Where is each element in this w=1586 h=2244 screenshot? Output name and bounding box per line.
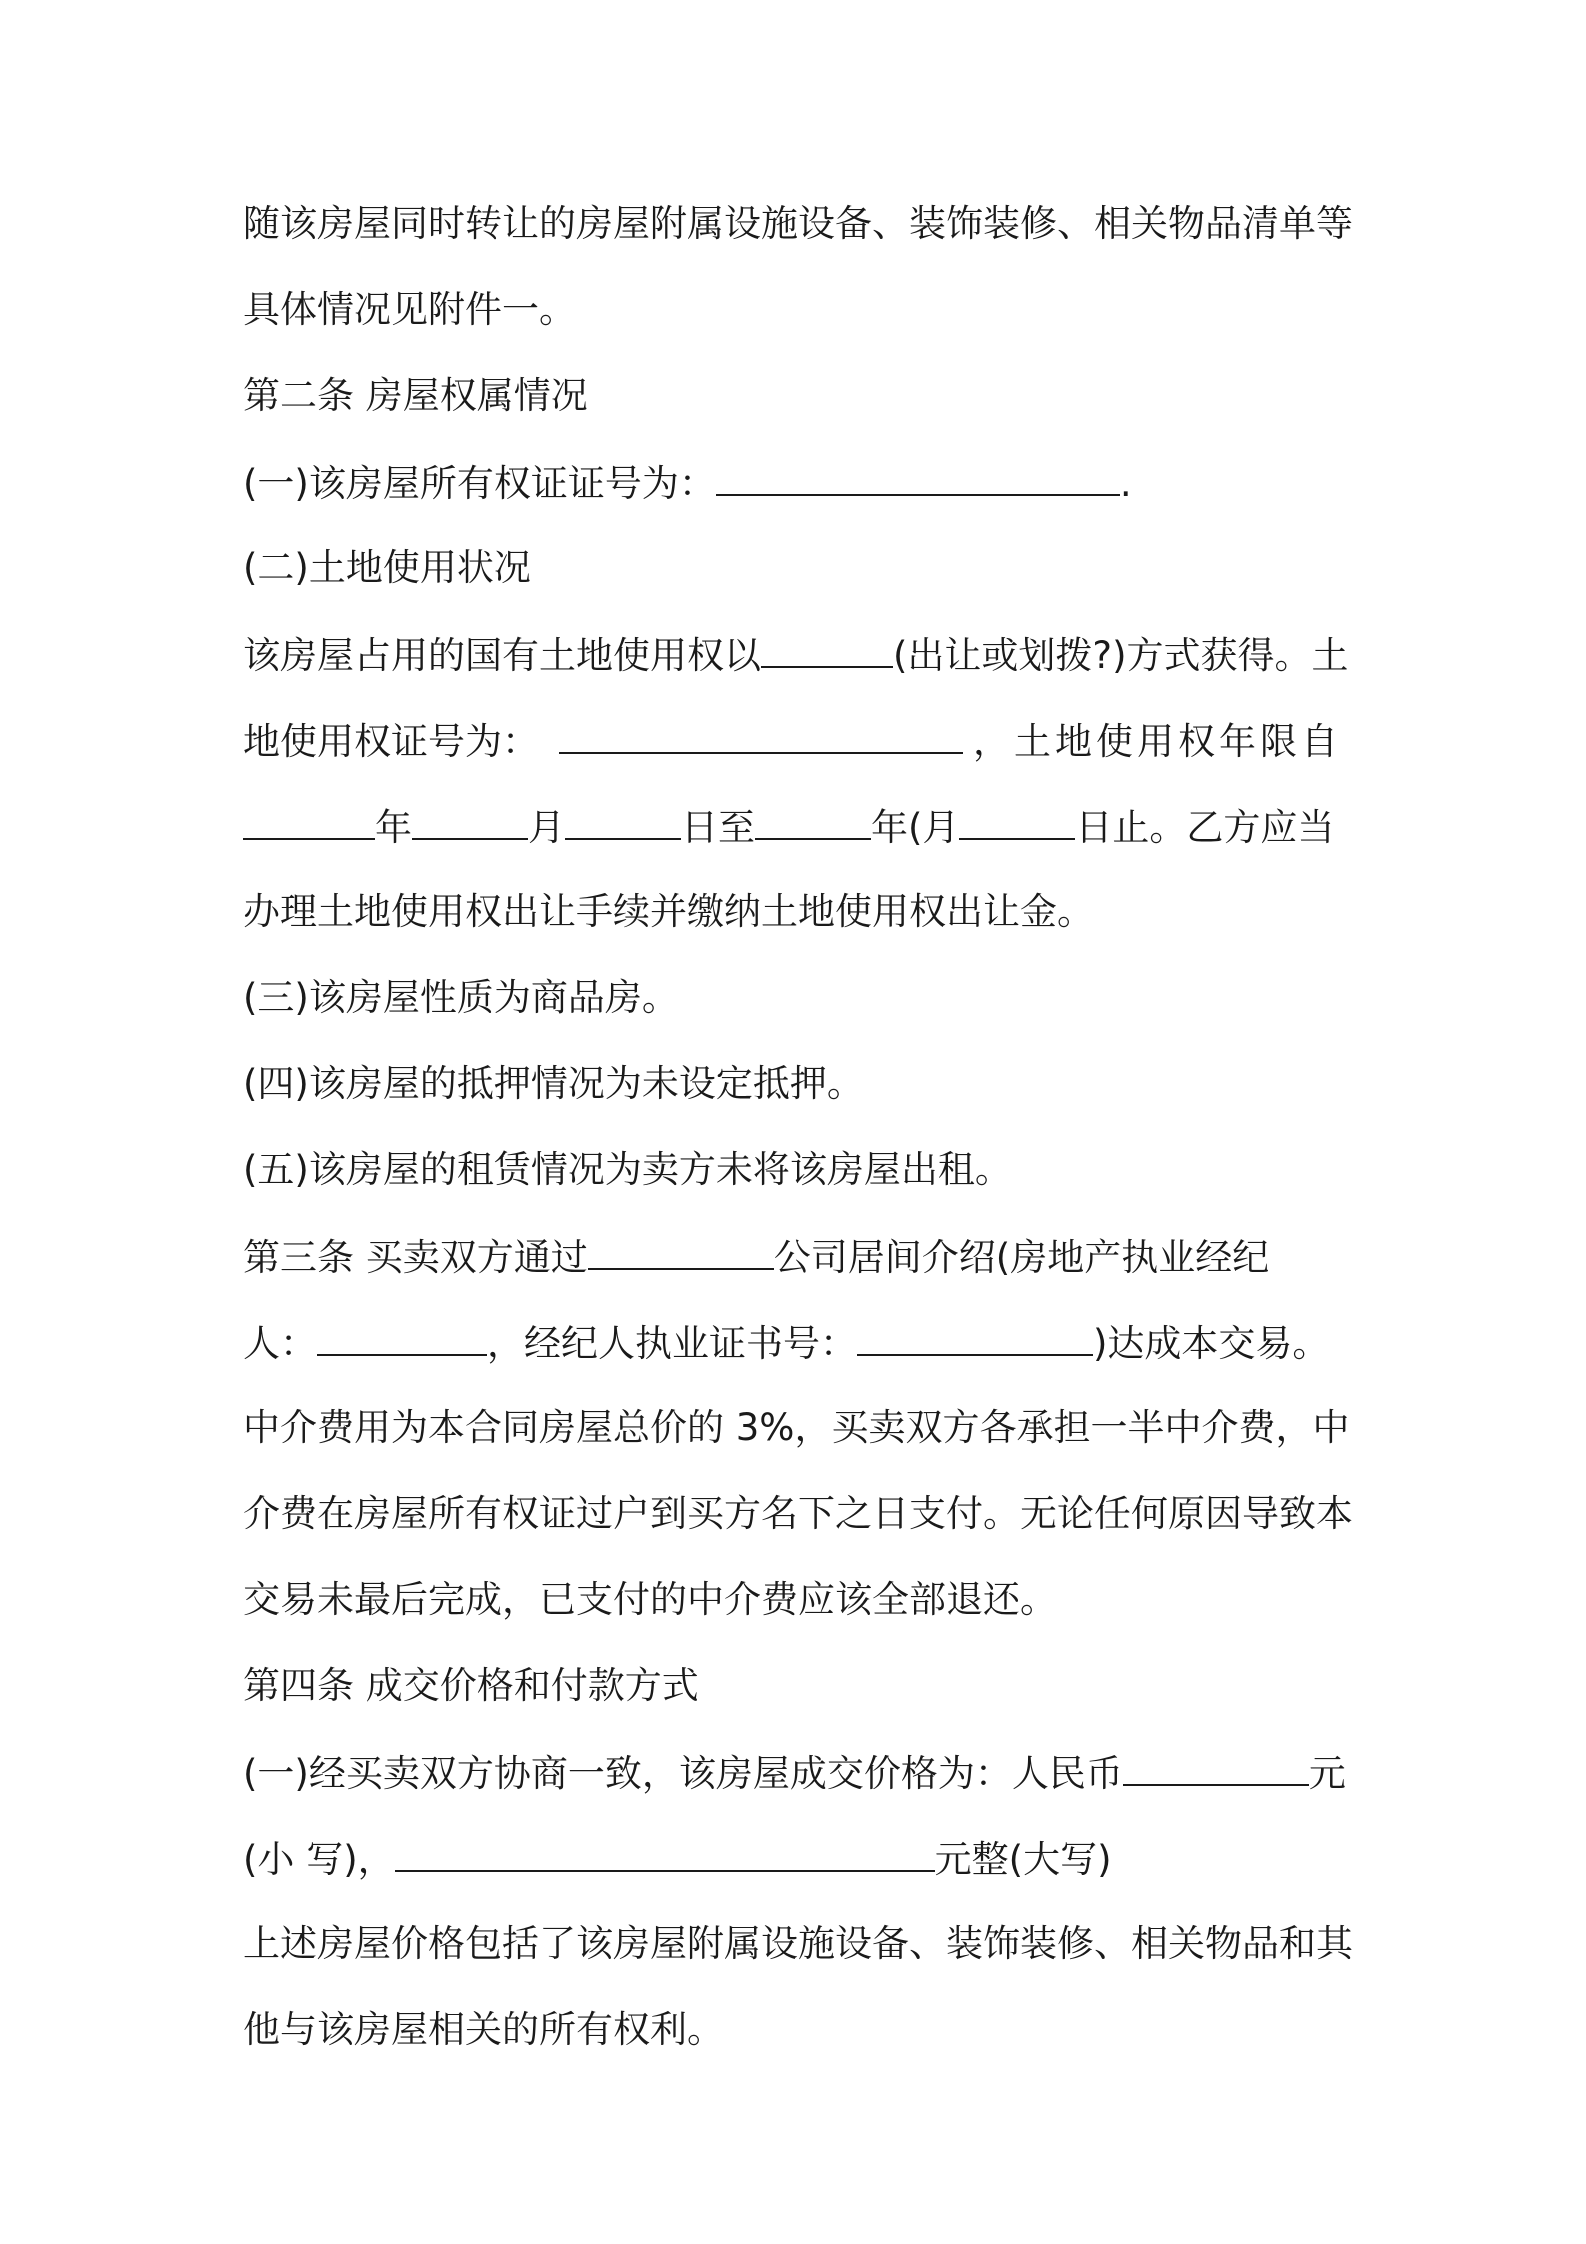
- fill-in-blank: [243, 802, 375, 840]
- text-line: [243, 1490, 1353, 1538]
- text-run: 介费在房屋所有权证过户到买方名下之日支付。无论任何原因导致本: [243, 1492, 1353, 1535]
- fill-in-blank: [588, 1232, 774, 1270]
- text-line: [243, 1576, 1057, 1624]
- fill-in-blank: [395, 1834, 935, 1872]
- text-line: [243, 888, 1094, 936]
- text-line: [243, 458, 1132, 506]
- text-run: 他与该房屋相关的所有权利。: [243, 2008, 724, 2051]
- text-run: 第四条 成交价格和付款方式: [243, 1664, 699, 1707]
- section-heading: [243, 1662, 699, 1710]
- text-run: 第三条 买卖双方通过: [243, 1236, 588, 1279]
- fill-in-blank: [565, 802, 681, 840]
- text-line: [243, 716, 1342, 764]
- text-line: [243, 1060, 864, 1108]
- text-run: 地使用权证号为：: [243, 720, 539, 763]
- text-run: 年(月: [871, 806, 960, 849]
- text-run: (一)该房屋所有权证证号为：: [243, 462, 716, 505]
- text-run: 上述房屋价格包括了该房屋附属设施设备、装饰装修、相关物品和其: [243, 1922, 1353, 1965]
- text-run: )达成本交易。: [1093, 1322, 1330, 1365]
- text-run: (三)该房屋性质为商品房。: [243, 976, 679, 1019]
- text-run: 元整(大写): [934, 1838, 1112, 1881]
- fill-in-blank: [317, 1318, 487, 1356]
- fill-in-blank: [959, 802, 1075, 840]
- text-line: [243, 286, 576, 334]
- text-line: [243, 802, 1334, 850]
- fill-in-blank: [559, 716, 963, 754]
- fill-in-blank: [857, 1318, 1093, 1356]
- text-run: (五)该房屋的租赁情况为卖方未将该房屋出租。: [243, 1148, 1012, 1191]
- text-run: 日至: [681, 806, 755, 849]
- section-heading: [243, 372, 588, 420]
- text-run: 交易未最后完成，已支付的中介费应该全部退还。: [243, 1578, 1057, 1621]
- text-run: 办理土地使用权出让手续并缴纳土地使用权出让金。: [243, 890, 1094, 933]
- text-line: [243, 1748, 1346, 1796]
- text-run: 人：: [243, 1322, 317, 1365]
- text-run: 第二条 房屋权属情况: [243, 374, 588, 417]
- text-run: (二)土地使用状况: [243, 546, 531, 589]
- text-line: [243, 1404, 1349, 1452]
- text-run: 中介费用为本合同房屋总价的 3%，买卖双方各承担一半中介费，中: [243, 1406, 1350, 1449]
- fill-in-blank: [716, 458, 1120, 496]
- text-run: ，经纪人执业证书号：: [487, 1322, 857, 1365]
- text-line: [243, 544, 531, 592]
- text-run: 具体情况见附件一。: [243, 288, 576, 331]
- fill-in-blank: [755, 802, 871, 840]
- section-heading: [243, 1232, 1269, 1280]
- text-run: 该房屋占用的国有土地使用权以: [243, 634, 761, 677]
- text-run: ，土地使用权年限自: [973, 720, 1342, 763]
- text-run: .: [1119, 462, 1132, 505]
- text-line: [243, 200, 1353, 248]
- text-line: [243, 1146, 1012, 1194]
- text-line: [243, 2006, 724, 2054]
- text-run: (小 写)，: [243, 1838, 395, 1881]
- text-run: 公司居间介绍(房地产执业经纪: [773, 1236, 1270, 1279]
- text-run: (四)该房屋的抵押情况为未设定抵押。: [243, 1062, 864, 1105]
- text-run: 随该房屋同时转让的房屋附属设施设备、装饰装修、相关物品清单等: [243, 202, 1353, 245]
- text-line: [243, 974, 679, 1022]
- text-line: [243, 630, 1349, 678]
- fill-in-blank: [412, 802, 528, 840]
- text-run: (一)经买卖双方协商一致，该房屋成交价格为：人民币: [243, 1752, 1123, 1795]
- text-run: 年: [375, 806, 412, 849]
- text-line: [243, 1920, 1353, 1968]
- fill-in-blank: [761, 630, 893, 668]
- text-run: 元: [1308, 1752, 1346, 1795]
- text-run: 月: [528, 806, 565, 849]
- fill-in-blank: [1123, 1748, 1309, 1786]
- text-run: (出让或划拨?)方式获得。土: [893, 634, 1349, 677]
- text-run: 日止。乙方应当: [1075, 806, 1335, 849]
- text-line: [243, 1318, 1329, 1366]
- text-line: [243, 1834, 1112, 1882]
